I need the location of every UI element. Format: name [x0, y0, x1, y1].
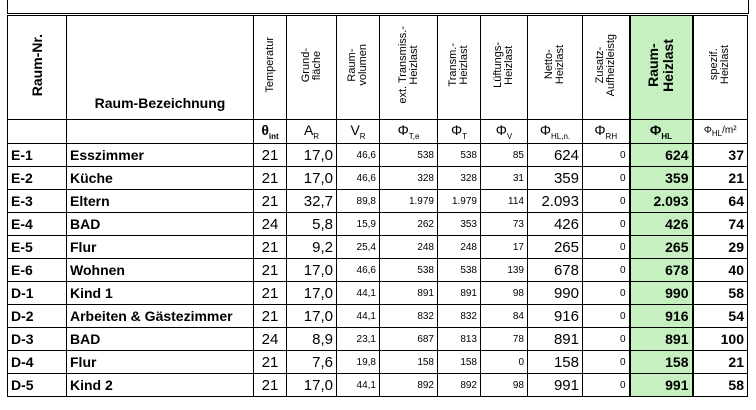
- cell-spez: 74: [693, 213, 748, 236]
- cell-phi-t: 832: [438, 305, 481, 328]
- cell-rh: 0: [583, 305, 630, 328]
- cell-netto: 991: [528, 374, 583, 397]
- symbol-spez: $\Phi_{HL}/m^2$: [693, 120, 748, 144]
- cell-rh: 0: [583, 167, 630, 190]
- cell-nr: D-3: [8, 328, 67, 351]
- cell-phi-te: 158: [380, 351, 438, 374]
- cell-phi-t: 158: [438, 351, 481, 374]
- symbol-phi-hl: $\Phi_{HL}$: [630, 120, 693, 144]
- header-ext-transmiss: ext. Transmiss.- Heizlast: [380, 16, 438, 120]
- cell-temp: 24: [254, 328, 287, 351]
- header-lueftung: Lüftungs- Heizlast: [481, 16, 528, 120]
- cell-area: 17,0: [287, 167, 337, 190]
- cell-area: 17,0: [287, 282, 337, 305]
- cell-spez: 58: [693, 374, 748, 397]
- cell-area: 7,6: [287, 351, 337, 374]
- cell-phi-te: 328: [380, 167, 438, 190]
- cell-phi-te: 891: [380, 282, 438, 305]
- header-transm: Transm.- Heizlast: [438, 16, 481, 120]
- cell-rh: 0: [583, 144, 630, 167]
- cell-rh: 0: [583, 236, 630, 259]
- cell-netto: 624: [528, 144, 583, 167]
- table-row: [8, 190, 748, 213]
- symbol-theta: $\theta_{int}$: [254, 120, 287, 144]
- cell-spez: 54: [693, 305, 748, 328]
- symbol-empty-2: [67, 120, 254, 144]
- cell-name: BAD: [67, 328, 254, 351]
- cell-name: Esszimmer: [67, 144, 254, 167]
- cell-area: 5,8: [287, 213, 337, 236]
- cell-spez: 64: [693, 190, 748, 213]
- cell-netto: 359: [528, 167, 583, 190]
- cell-spez: 21: [693, 167, 748, 190]
- cell-temp: 21: [254, 374, 287, 397]
- header-raumvolumen: Raum- volumen: [337, 16, 380, 120]
- cell-vol: 46,6: [337, 259, 380, 282]
- cell-name: BAD: [67, 213, 254, 236]
- cell-vol: 19,8: [337, 351, 380, 374]
- cell-temp: 21: [254, 144, 287, 167]
- cell-phi-te: 832: [380, 305, 438, 328]
- cell-temp: 21: [254, 190, 287, 213]
- cell-spez: 37: [693, 144, 748, 167]
- cell-area: 17,0: [287, 259, 337, 282]
- cell-rh: 0: [583, 190, 630, 213]
- cell-nr: D-5: [8, 374, 67, 397]
- cell-area: 17,0: [287, 305, 337, 328]
- cell-area: 32,7: [287, 190, 337, 213]
- cell-name: Eltern: [67, 190, 254, 213]
- cell-phi-t: 353: [438, 213, 481, 236]
- cell-vol: 44,1: [337, 282, 380, 305]
- table-row: [8, 259, 748, 282]
- cell-netto: 916: [528, 305, 583, 328]
- cell-netto: 2.093: [528, 190, 583, 213]
- symbol-phi-te: $\Phi_{T,e}$: [380, 120, 438, 144]
- cell-phi-te: 538: [380, 259, 438, 282]
- cell-nr: E-6: [8, 259, 67, 282]
- cell-netto: 678: [528, 259, 583, 282]
- cell-temp: 21: [254, 282, 287, 305]
- cell-phi-t: 328: [438, 167, 481, 190]
- cell-vol: 23,1: [337, 328, 380, 351]
- cell-temp: 21: [254, 351, 287, 374]
- cell-hl: 158: [630, 351, 693, 374]
- table-row: [8, 351, 748, 374]
- cell-phi-v: 98: [481, 374, 528, 397]
- cell-hl: 359: [630, 167, 693, 190]
- cell-phi-te: 262: [380, 213, 438, 236]
- table-row: [8, 213, 748, 236]
- cell-netto: 990: [528, 282, 583, 305]
- cell-nr: E-2: [8, 167, 67, 190]
- cell-phi-t: 892: [438, 374, 481, 397]
- cell-rh: 0: [583, 259, 630, 282]
- cell-vol: 15,9: [337, 213, 380, 236]
- cell-phi-v: 98: [481, 282, 528, 305]
- cell-nr: E-5: [8, 236, 67, 259]
- cell-hl: 990: [630, 282, 693, 305]
- cell-name: Flur: [67, 236, 254, 259]
- cell-spez: 100: [693, 328, 748, 351]
- cell-phi-v: 0: [481, 351, 528, 374]
- cell-nr: D-1: [8, 282, 67, 305]
- cell-area: 17,0: [287, 144, 337, 167]
- cell-hl: 426: [630, 213, 693, 236]
- table-row: [8, 144, 748, 167]
- symbol-area: $A_R$: [287, 120, 337, 144]
- cell-temp: 21: [254, 259, 287, 282]
- symbol-phi-v: $\Phi_V$: [481, 120, 528, 144]
- cell-phi-t: 248: [438, 236, 481, 259]
- symbol-phi-rh: $\Phi_{RH}$: [583, 120, 630, 144]
- heizlast-table: [7, 15, 748, 397]
- cell-nr: D-4: [8, 351, 67, 374]
- header-raum-heizlast: Raum- Heizlast: [630, 16, 693, 120]
- symbol-phi-t: $\Phi_T$: [438, 120, 481, 144]
- header-temperatur: Temperatur: [254, 16, 287, 120]
- top-border-row: [7, 0, 749, 14]
- cell-temp: 21: [254, 236, 287, 259]
- cell-nr: E-4: [8, 213, 67, 236]
- cell-netto: 265: [528, 236, 583, 259]
- cell-phi-t: 538: [438, 259, 481, 282]
- cell-phi-t: 1.979: [438, 190, 481, 213]
- cell-name: Kind 2: [67, 374, 254, 397]
- cell-name: Arbeiten & Gästezimmer: [67, 305, 254, 328]
- table-row: [8, 328, 748, 351]
- header-row: [8, 16, 748, 120]
- cell-hl: 916: [630, 305, 693, 328]
- cell-phi-v: 114: [481, 190, 528, 213]
- cell-vol: 46,6: [337, 167, 380, 190]
- cell-rh: 0: [583, 213, 630, 236]
- cell-temp: 21: [254, 305, 287, 328]
- header-grundflaeche: Grund- fläche: [287, 16, 337, 120]
- cell-rh: 0: [583, 374, 630, 397]
- cell-vol: 89,8: [337, 190, 380, 213]
- cell-vol: 46,6: [337, 144, 380, 167]
- cell-name: Wohnen: [67, 259, 254, 282]
- cell-name: Küche: [67, 167, 254, 190]
- header-zusatz: Zusatz- Aufheizleistg: [583, 16, 630, 120]
- cell-nr: D-2: [8, 305, 67, 328]
- cell-spez: 29: [693, 236, 748, 259]
- cell-hl: 678: [630, 259, 693, 282]
- cell-name: Kind 1: [67, 282, 254, 305]
- cell-hl: 891: [630, 328, 693, 351]
- cell-vol: 44,1: [337, 374, 380, 397]
- table-row: [8, 282, 748, 305]
- cell-phi-t: 891: [438, 282, 481, 305]
- cell-hl: 624: [630, 144, 693, 167]
- header-spezif: spezif. Heizlast: [693, 16, 748, 120]
- cell-phi-v: 78: [481, 328, 528, 351]
- cell-phi-v: 17: [481, 236, 528, 259]
- cell-netto: 158: [528, 351, 583, 374]
- cell-area: 8,9: [287, 328, 337, 351]
- symbol-empty-1: [8, 120, 67, 144]
- cell-rh: 0: [583, 328, 630, 351]
- cell-rh: 0: [583, 282, 630, 305]
- cell-hl: 991: [630, 374, 693, 397]
- cell-phi-te: 687: [380, 328, 438, 351]
- cell-nr: E-1: [8, 144, 67, 167]
- cell-phi-t: 813: [438, 328, 481, 351]
- cell-rh: 0: [583, 351, 630, 374]
- cell-phi-te: 1.979: [380, 190, 438, 213]
- cell-phi-v: 84: [481, 305, 528, 328]
- cell-spez: 21: [693, 351, 748, 374]
- table-row: [8, 167, 748, 190]
- cell-spez: 58: [693, 282, 748, 305]
- cell-phi-t: 538: [438, 144, 481, 167]
- table-row: [8, 305, 748, 328]
- cell-vol: 44,1: [337, 305, 380, 328]
- cell-netto: 891: [528, 328, 583, 351]
- table-row: [8, 374, 748, 397]
- cell-vol: 25,4: [337, 236, 380, 259]
- header-netto: Netto- Heizlast: [528, 16, 583, 120]
- cell-temp: 21: [254, 167, 287, 190]
- symbol-phi-hln: $\Phi_{HL,n.}$: [528, 120, 583, 144]
- heizlast-table-frame: [7, 0, 752, 410]
- symbol-row: [8, 120, 748, 144]
- cell-spez: 40: [693, 259, 748, 282]
- symbol-volume: $V_R$: [337, 120, 380, 144]
- cell-phi-te: 892: [380, 374, 438, 397]
- cell-phi-v: 85: [481, 144, 528, 167]
- cell-phi-v: 139: [481, 259, 528, 282]
- cell-phi-v: 73: [481, 213, 528, 236]
- cell-hl: 265: [630, 236, 693, 259]
- cell-hl: 2.093: [630, 190, 693, 213]
- cell-phi-te: 248: [380, 236, 438, 259]
- cell-name: Flur: [67, 351, 254, 374]
- cell-netto: 426: [528, 213, 583, 236]
- header-raum-bezeichnung: Raum-Bezeichnung: [67, 16, 254, 120]
- table-row: [8, 236, 748, 259]
- cell-area: 17,0: [287, 374, 337, 397]
- header-raum-nr: Raum-Nr.: [8, 16, 67, 120]
- cell-temp: 24: [254, 213, 287, 236]
- cell-nr: E-3: [8, 190, 67, 213]
- cell-phi-v: 31: [481, 167, 528, 190]
- cell-phi-te: 538: [380, 144, 438, 167]
- cell-area: 9,2: [287, 236, 337, 259]
